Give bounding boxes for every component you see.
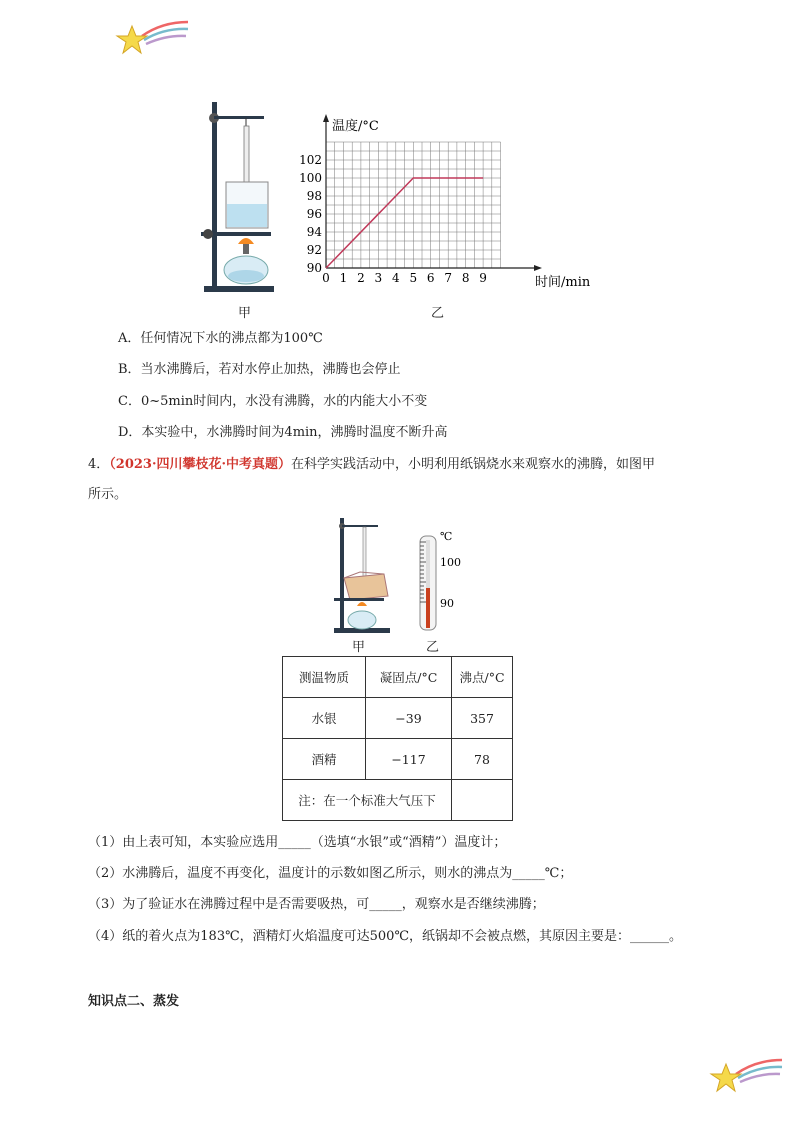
sub-question-2: （2）水沸腾后，温度不再变化，温度计的示数如图乙所示，则水的沸点为_____℃； [88, 866, 573, 881]
boiling-apparatus-figure [196, 96, 286, 296]
table-header-cell: 凝固点/°C [366, 657, 452, 698]
y-axis-label: 温度/°C [332, 119, 379, 134]
table-cell: −117 [366, 739, 452, 780]
sub-question-4: （4）纸的着火点为183℃，酒精灯火焰温度可达500℃，纸锅却不会被点燃，其原因主要是：______。 [88, 929, 682, 944]
sub-question-3: （3）为了验证水在沸腾过程中是否需要吸热，可_____，观察水是否继续沸腾； [88, 897, 545, 912]
x-tick-label: 1 [339, 271, 348, 285]
table-note-row [283, 780, 513, 821]
thermometer-label-100: 100 [440, 556, 461, 569]
sub-question-1: （1）由上表可知，本实验应选用_____（选填“水银”或“酒精”）温度计； [88, 835, 507, 850]
x-tick-label: 3 [374, 271, 383, 285]
x-tick-label: 6 [426, 271, 435, 285]
table-cell: 78 [452, 739, 513, 780]
x-tick-label: 4 [391, 271, 400, 285]
option-c: C．0~5min时间内，水没有沸腾，水的内能大小不变 [118, 394, 428, 409]
x-tick-label: 7 [444, 271, 453, 285]
x-axis-label: 时间/min [535, 275, 591, 290]
figure2-caption-right: 乙 [426, 640, 440, 655]
table-header-cell: 沸点/°C [452, 657, 513, 698]
x-tick-label: 2 [357, 271, 365, 285]
table-cell: 水银 [283, 698, 366, 739]
y-tick-label: 96 [306, 207, 322, 221]
thermometer-figure [410, 530, 470, 634]
temperature-time-chart [292, 110, 622, 295]
shooting-star-icon [706, 1056, 786, 1098]
question4-source: （2023·四川攀枝花·中考真题） [109, 457, 292, 472]
table-cell: 酒精 [283, 739, 366, 780]
table-row [283, 698, 513, 739]
option-b: B．当水沸腾后，若对水停止加热，沸腾也会停止 [118, 362, 401, 377]
shooting-star-icon [112, 18, 192, 60]
y-tick-label: 102 [299, 153, 322, 167]
question4-number: 4． [88, 457, 110, 472]
boiling-point-table [282, 656, 513, 821]
figure1-caption-right: 乙 [431, 306, 445, 321]
table-row [283, 739, 513, 780]
section-title: 知识点二、蒸发 [88, 994, 180, 1009]
table-header-cell: 测温物质 [283, 657, 366, 698]
question4-stem [88, 456, 655, 474]
y-tick-label: 92 [306, 243, 322, 257]
paper-pot-apparatus-figure [330, 514, 400, 636]
table-note: 注：在一个标准大气压下 [283, 780, 452, 821]
option-a: A．任何情况下水的沸点都为100℃ [118, 331, 323, 346]
x-tick-label: 9 [479, 271, 487, 285]
option-d: D．本实验中，水沸腾时间为4min，沸腾时温度不断升高 [118, 425, 448, 440]
table-cell-empty [452, 780, 513, 821]
y-tick-label: 90 [306, 261, 322, 275]
figure1-caption-left: 甲 [238, 306, 252, 321]
thermometer-label-90: 90 [440, 597, 454, 610]
y-tick-label: 94 [306, 225, 322, 239]
table-header-row [283, 657, 513, 698]
question4-text: 在科学实践活动中，小明利用纸锅烧水来观察水的沸腾，如图甲 [291, 457, 656, 472]
question4-text-line2: 所示。 [88, 487, 128, 502]
table-cell: 357 [452, 698, 513, 739]
figure2-caption-left: 甲 [352, 640, 366, 655]
thermometer-unit: ℃ [440, 530, 453, 543]
x-tick-label: 8 [461, 271, 470, 285]
x-tick-label: 0 [322, 271, 330, 285]
y-tick-label: 98 [306, 189, 322, 203]
table-cell: −39 [366, 698, 452, 739]
y-axis-arrow [323, 114, 329, 122]
y-tick-label: 100 [299, 171, 322, 185]
x-tick-label: 5 [409, 271, 418, 285]
x-axis-arrow [534, 265, 542, 271]
